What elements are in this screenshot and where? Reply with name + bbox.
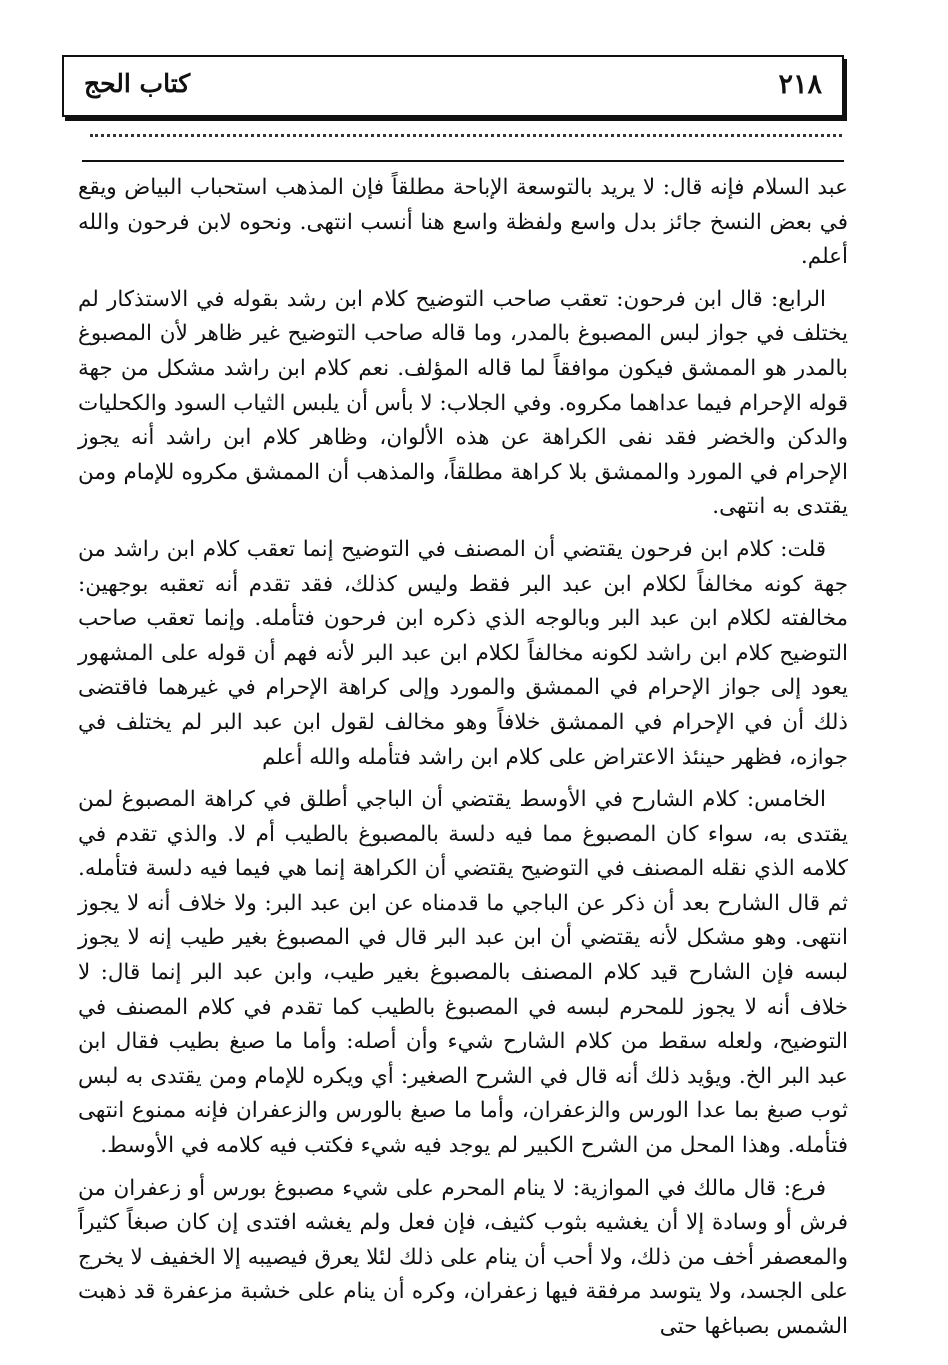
- paragraph-qultu: قلت: كلام ابن فرحون يقتضي أن المصنف في التوضيح إنما تعقب كلام ابن راشد من جهة كونه مخالفاً لكلام ابن عبد البر فقط وليس كذلك، فقد تقدم أنه تعقبه بوجهين: مخالفته لكلام ابن عبد البر وبالوجه الذي ذكره ابن فرحون فتأمله. وإنما تعقب صاحب التوضيح كلام ابن راشد لكونه مخالفاً لكلام ابن عبد البر لأنه فهم أن قوله على المشهور يعود إلى جواز الإحرام في الممشق والمورد وإلى كراهة الإحرام في غيرهما فاقتضى ذلك أن في الإحرام في الممشق خلافاً وهو مخالف لقول ابن عبد البر لم يختلف في جوازه، فظهر حينئذ الاعتراض على كلام ابن راشد فتأمله والله أعلم: [78, 536, 848, 770]
- book-title: كتاب الحج: [84, 69, 191, 98]
- dotted-divider: [90, 134, 842, 137]
- paragraph-continuation: عبد السلام فإنه قال: لا يريد بالتوسعة الإباحة مطلقاً فإن المذهب استحباب البياض ويقع في بعض النسخ جائز بدل واسع ولفظة واسع هنا أنسب انتهى. ونحوه لابن فرحون والله أعلم.: [78, 175, 848, 270]
- page-number: ٢١٨: [778, 69, 822, 100]
- page-body: [78, 171, 848, 1345]
- paragraph-fifth: الخامس: كلام الشارح في الأوسط يقتضي أن الباجي أطلق في كراهة المصبوغ لمن يقتدى به، سواء كان المصبوغ مما فيه دلسة بالمصبوغ بالطيب أم لا. والذي تقدم في كلامه الذي نقله المصنف في التوضيح يقتضي أن الكراهة إنما هي فيما فيه دلسة فتأمله. ثم قال الشارح بعد أن ذكر عن الباجي ما قدمناه عن ابن عبد البر: ولا خلاف أنه لا يجوز انتهى. وهو مشكل لأنه يقتضي أن ابن عبد البر قال في المصبوغ بغير طيب إنه لا يجوز لبسه فإن الشارح قيد كلام المصنف بالمصبوغ بغير طيب، وابن عبد البر إنما قال: لا خلاف أنه لا يجوز للمحرم لبسه في المصبوغ بالطيب كما تقدم في كلام المصنف في التوضيح، ولعله سقط من كلام الشارح شيء وأن أصله: وأما ما صبغ بطيب فقال ابن عبد البر الخ. ويؤيد ذلك أنه قال في الشرح الصغير: أي ويكره للإمام ومن يقتدى به لبس ثوب صبغ بما عدا الورس والزعفران، وأما ما صبغ بالورس والزعفران فإنه ممنوع انتهى فتأمله. وهذا المحل من الشرح الكبير لم يوجد فيه شيء فكتب فيه كلامه في الأوسط.: [78, 787, 848, 1159]
- header-rule: [82, 160, 844, 162]
- page-header: [62, 55, 844, 117]
- paragraph-far: فرع: قال مالك في الموازية: لا ينام المحرم على شيء مصبوغ بورس أو زعفران من فرش أو وسادة إلا أن يغشيه بثوب كثيف، فإن فعل ولم يغشه افتدى إن كان صبغاً كثيراً والمعصفر أخف من ذلك، ولا أحب أن ينام على ذلك لئلا يعرق فيصيبه إلا الخفيف لا يخرج على الجسد، ولا يتوسد مرفقة فيها زعفران، وكره أن ينام على خشبة مزعفرة قد ذهبت الشمس بصباغها حتى: [78, 1175, 848, 1339]
- paragraph-fourth: الرابع: قال ابن فرحون: تعقب صاحب التوضيح كلام ابن رشد بقوله في الاستذكار لم يختلف في جواز لبس المصبوغ بالمدر، وما قاله صاحب التوضيح غير ظاهر لأن المصبوغ بالمدر هو الممشق فيكون موافقاً لما قاله المؤلف. نعم كلام ابن راشد مشكل من جهة قوله الإحرام فيما عداهما مكروه. وفي الجلاب: لا بأس أن يلبس الثياب السود والكحليات والدكن والخضر فقد نفى الكراهة عن هذه الألوان، وظاهر كلام ابن راشد أنه يجوز الإحرام في المورد والممشق بلا كراهة مطلقاً، والمذهب أن الممشق مكروه للإمام ومن يقتدى به انتهى.: [78, 286, 848, 520]
